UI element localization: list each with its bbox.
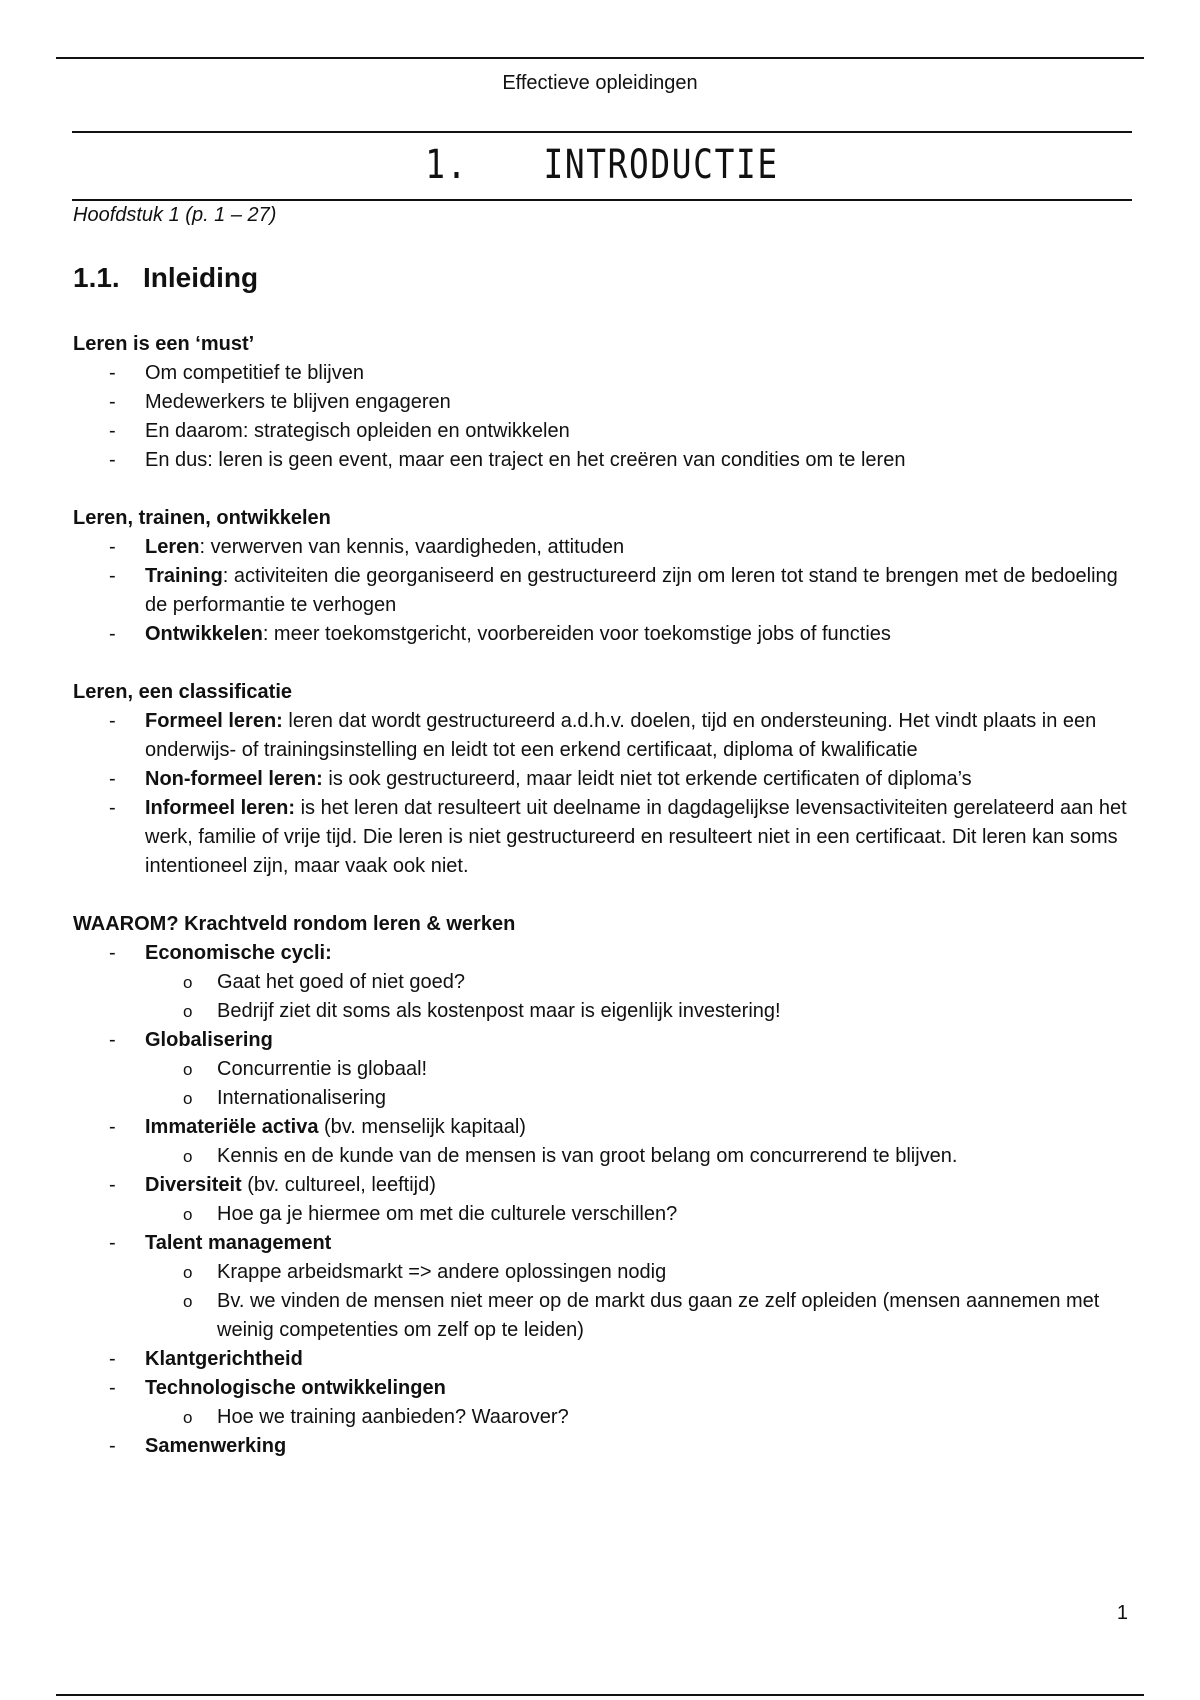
bullet-list [73, 359, 1133, 475]
chapter-title-text: INTRODUCTIE [543, 142, 779, 188]
list-item: - En daarom: strategisch opleiden en ontwikkelen [73, 417, 1133, 446]
definition: is ook gestructureerd, maar leidt niet tot erkende certificaten of diploma’s [322, 768, 972, 790]
list-item [73, 1026, 1133, 1113]
bullet-list [73, 533, 1133, 649]
sub-list-item: o Hoe ga je hiermee om met die culturele verschillen? [145, 1200, 1133, 1229]
list-item [73, 533, 1133, 562]
term: Technologische ontwikkelingen [145, 1377, 446, 1399]
block-title: Leren, een classificatie [73, 681, 293, 703]
term: Samenwerking [145, 1435, 287, 1457]
list-item [73, 1345, 1133, 1374]
definition: (bv. menselijk kapitaal) [318, 1116, 526, 1138]
term: Klantgerichtheid [145, 1348, 303, 1370]
term: Immateriële activa [145, 1116, 319, 1138]
running-header: Effectieve opleidingen [502, 72, 698, 94]
term: Training [145, 565, 223, 587]
list-item: - Om competitief te blijven [73, 359, 1133, 388]
list-item [73, 765, 1133, 794]
bullet-list [73, 707, 1133, 881]
term: Diversiteit [145, 1174, 242, 1196]
sub-list-item: o Hoe we training aanbieden? Waarover? [145, 1403, 1133, 1432]
definition: is het leren dat resulteert uit deelname in dagdagelijkse levensactiviteiten gerelateerd aan het werk, familie of vrije tijd. Die leren is niet gestructureerd en resulteert niet in een certificaat. Dit leren kan soms intentioneel zijn, maar vaak ook niet. [145, 797, 1127, 877]
block-title: Leren is een ‘must’ [73, 333, 255, 355]
block-waarom [73, 910, 1133, 1461]
sub-list [145, 1055, 1133, 1113]
list-item [73, 939, 1133, 1026]
sub-list [145, 1142, 1133, 1171]
term: Leren [145, 536, 200, 558]
title-rule-bottom [72, 199, 1132, 201]
list-item: - En dus: leren is geen event, maar een traject en het creëren van condities om te leren [73, 446, 1133, 475]
top-rule [56, 57, 1144, 59]
definition: : activiteiten die georganiseerd en gestructureerd zijn om leren tot stand te brengen met de bedoeling de performantie te verhogen [145, 565, 1118, 616]
sub-list [145, 1258, 1133, 1345]
section-title: Inleiding [143, 262, 259, 293]
definition: : verwerven van kennis, vaardigheden, attituden [199, 536, 625, 558]
block-leren-trainen-ontwikkelen [73, 504, 1133, 649]
definition: : meer toekomstgericht, voorbereiden voor toekomstige jobs of functies [262, 623, 891, 645]
list-item [73, 1113, 1133, 1171]
bottom-rule [56, 1694, 1144, 1696]
sub-list-item: o Bv. we vinden de mensen niet meer op de markt dus gaan ze zelf opleiden (mensen aannemen met weinig competenties om zelf op te leiden) [145, 1287, 1133, 1345]
chapter-reference: Hoofdstuk 1 (p. 1 – 27) [73, 204, 277, 226]
list-item [73, 707, 1133, 765]
term: Non-formeel leren: [145, 768, 323, 790]
sub-list [145, 1403, 1133, 1432]
term: Talent management [145, 1232, 332, 1254]
list-item [73, 562, 1133, 620]
sub-list-item: o Concurrentie is globaal! [145, 1055, 1133, 1084]
sub-list-item: o Internationalisering [145, 1084, 1133, 1113]
term: Globalisering [145, 1029, 273, 1051]
sub-list [145, 968, 1133, 1026]
term: Ontwikkelen [145, 623, 263, 645]
term: Formeel leren: [145, 710, 283, 732]
sub-list-item: o Bedrijf ziet dit soms als kostenpost maar is eigenlijk investering! [145, 997, 1133, 1026]
list-item [73, 1229, 1133, 1345]
list-item [73, 794, 1133, 881]
block-must [73, 330, 1133, 475]
list-item [73, 1374, 1133, 1432]
section-heading [73, 262, 258, 294]
bullet-list [73, 939, 1133, 1461]
list-item [73, 620, 1133, 649]
definition: (bv. cultureel, leeftijd) [241, 1174, 436, 1196]
page-number: 1 [1116, 1602, 1128, 1624]
chapter-title [167, 142, 1036, 188]
term: Economische cycli: [145, 942, 332, 964]
sub-list-item: o Krappe arbeidsmarkt => andere oplossingen nodig [145, 1258, 1133, 1287]
section-number: 1.1. [73, 262, 120, 293]
definition: leren dat wordt gestructureerd a.d.h.v. doelen, tijd en ondersteuning. Het vindt plaats in een onderwijs- of trainingsinstelling en leidt tot een erkend certificaat, diploma of kwalificatie [145, 710, 1097, 761]
block-title: Leren, trainen, ontwikkelen [73, 507, 331, 529]
sub-list-item: o Gaat het goed of niet goed? [145, 968, 1133, 997]
sub-list [145, 1200, 1133, 1229]
title-rule-top [72, 131, 1132, 133]
list-item [73, 1171, 1133, 1229]
list-item: - Medewerkers te blijven engageren [73, 388, 1133, 417]
chapter-number: 1. [425, 142, 469, 188]
list-item [73, 1432, 1133, 1461]
sub-list-item: o Kennis en de kunde van de mensen is van groot belang om concurrerend te blijven. [145, 1142, 1133, 1171]
block-title: WAAROM? Krachtveld rondom leren & werken [73, 913, 516, 935]
block-classificatie [73, 678, 1133, 881]
term: Informeel leren: [145, 797, 296, 819]
content [73, 330, 1133, 1490]
